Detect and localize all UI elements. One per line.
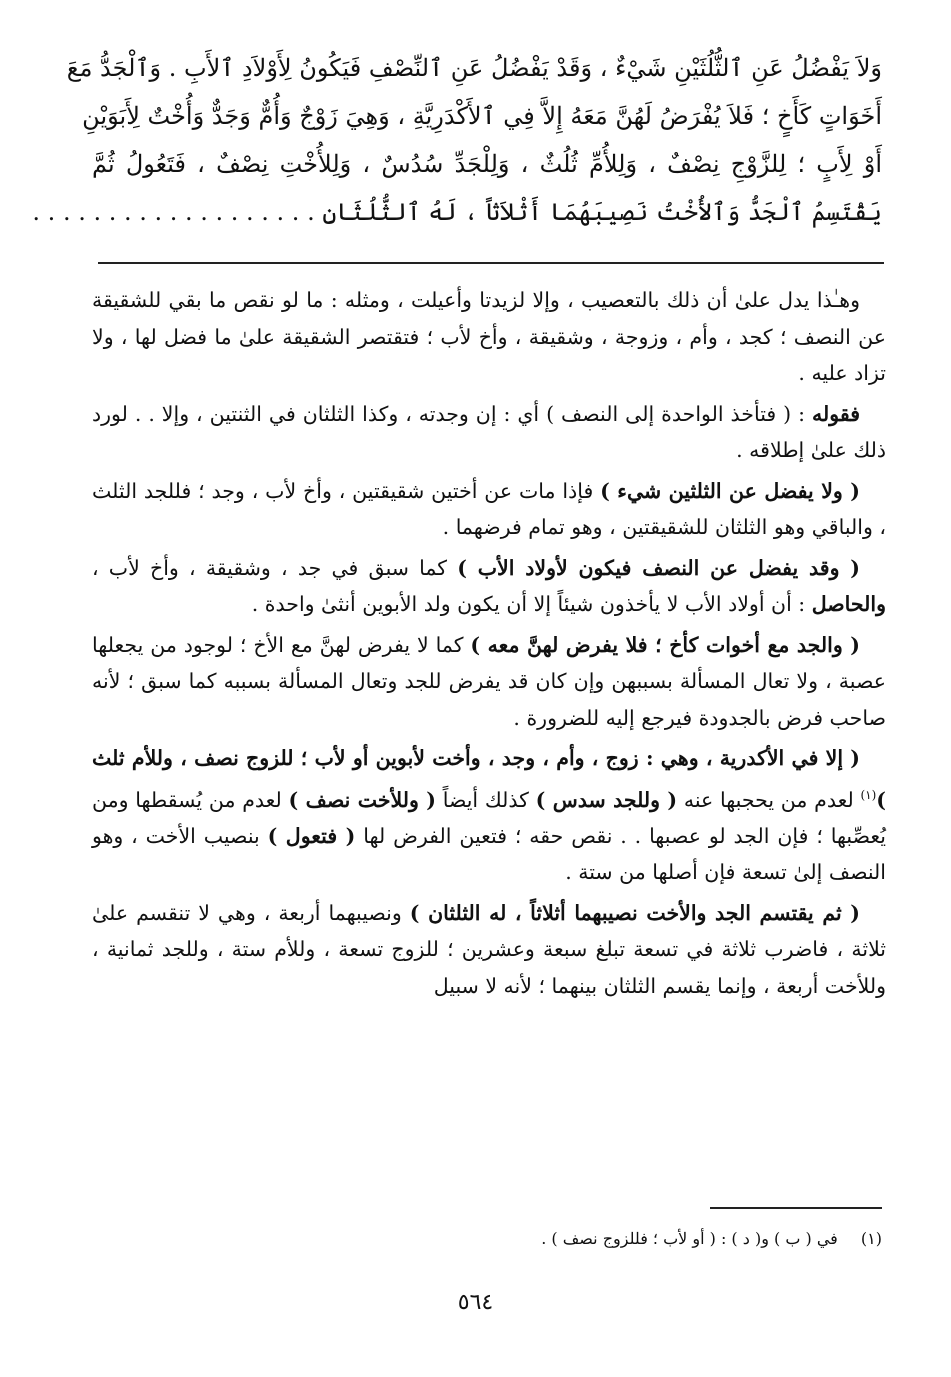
quoted-term: فقوله <box>812 401 860 426</box>
commentary-paragraph <box>92 740 886 891</box>
matn-trailing-dots: . . . . . . . . . . . . . . . . . . . <box>32 198 315 226</box>
commentary-paragraph <box>92 550 886 623</box>
quoted-term: ( وقد يفضل عن النصف فيكون لأولاد الأب ) <box>457 555 860 580</box>
quoted-term: ( ولا يفضل عن الثلثين شيء ) <box>600 478 860 503</box>
footnote-number: (١) <box>860 1229 882 1248</box>
paragraph-text: كذلك أيضاً <box>435 787 536 812</box>
commentary-paragraph <box>92 396 886 469</box>
quoted-term: ( فتعول ) <box>267 823 356 848</box>
paragraph-text: كما لا يفرض لهنَّ مع الأخ ؛ لوجود من يجعلها عصبة ، ولا تعال المسألة بسببهن وإن كان قد يفرض للجد وتعال المسألة بسببه كما سبق ؛ لأنه صاحب فرض بالجدودة فيرجع إليه للضرورة . <box>92 632 886 730</box>
quoted-term: ( إلا في الأكدرية ، وهي : زوج ، وأم ، وجد ، وأخت لأبوين أو لأب ؛ للزوج نصف ، وللأم ثلث ) <box>92 746 886 812</box>
commentary-paragraph <box>92 282 886 392</box>
paragraph-text: : أن أولاد الأب لا يأخذون شيئاً إلا أن يكون ولد الأبوين أنثىٰ واحدة . <box>251 592 812 616</box>
quoted-term: ( وللجد سدس ) <box>535 787 678 812</box>
footnote-separator-rule <box>710 1207 882 1209</box>
matn-line: أَخَوَاتٍ كَأَخٍ ؛ فَلاَ يُفْرَضُ لَهُنَّ مَعَهُ إِلاَّ فِي ٱلأَكْدَرِيَّةِ ، وَهِيَ زَوْجٌ وَأُمٌّ وَجَدٌّ وَأُخْتٌ لِأَبَوَيْنِ <box>82 102 882 130</box>
quoted-term: والحاصل <box>811 592 886 616</box>
matn-line: وَلاَ يَفْضُلُ عَنِ ٱلثُّلُثَيْنِ شَيْءٌ ، وَقَدْ يَفْضُلُ عَنِ ٱلنِّصْفِ فَيَكُونُ لِأَوْلاَدِ ٱلأَبِ . وَٱلْجَدُّ مَعَ <box>66 54 882 82</box>
page-number: ٥٦٤ <box>457 1290 494 1315</box>
commentary-paragraph <box>92 473 886 546</box>
paragraph-text: فإذا مات عن أختين شقيقتين ، وأخ لأب ، وجد ؛ فللجد الثلث ، والباقي وهو الثلثان للشقيقتين ، وهو تمام فرضهما . <box>92 478 886 539</box>
quoted-term: ( وللأخت نصف ) <box>288 787 436 812</box>
quoted-term: ( والجد مع أخوات كأخ ؛ فلا يفرض لهنَّ معه ) <box>470 632 860 657</box>
matn-line-text: يَقْتَسِمُ ٱلْجَدُّ وَٱلأُخْتُ نَصِيبَهُمَا أَثْلاَثاً ، لَهُ ٱلثُّلُثَانِ <box>322 198 882 226</box>
matn-separator-rule <box>98 262 884 264</box>
paragraph-text: : ( فتأخذ الواحدة إلى النصف ) أي : إن وجدته ، وكذا الثلثان في الثنتين ، وإلا . . لورد ذلك علىٰ إطلاقه . <box>92 401 886 462</box>
paragraph-text: لعدم من يحجبها عنه <box>677 787 861 812</box>
commentary-paragraph <box>92 895 886 1005</box>
matn-line: أَوْ لِأَبٍ ؛ لِلزَّوْجِ نِصْفٌ ، وَلِلأُمِّ ثُلُثٌ ، وَلِلْجَدِّ سُدُسٌ ، وَلِلأُخْتِ نِصْفٌ ، فَتَعُولُ ثُمَّ <box>92 150 882 178</box>
matn-line-last <box>32 188 882 236</box>
footnote-text: في ( ب ) و( د ) : ( أو لأب ؛ فللزوج نصف ) . <box>541 1229 838 1248</box>
paragraph-text: وهـٰذا يدل علىٰ أن ذلك بالتعصيب ، وإلا لزيدتا وأعيلت ، ومثله : ما لو نقص ما بقي للشقيقة عن النصف ؛ كجد ، وأم ، وزوجة ، وشقيقة ، وأخ لأب ؛ فتقتصر الشقيقة علىٰ ما فضل لها ، ولا تزاد عليه . <box>92 288 886 385</box>
paragraph-text: لعدم من يُسقطها ومن يُعصِّبها ؛ فإن الجد لو عصبها . . نقص حقه ؛ فتعين الفرض لها <box>92 787 886 848</box>
paragraph-text: بنصيب الأخت ، وهو النصف إلىٰ تسعة فإن أصلها من ستة . <box>92 823 886 885</box>
commentary-paragraph <box>92 627 886 737</box>
quoted-term: ( ثم يقتسم الجد والأخت نصيبهما أثلاثاً ، له الثلثان ) <box>409 900 861 925</box>
commentary-block <box>92 282 886 1004</box>
matn-verse-block <box>32 44 882 236</box>
paragraph-text: كما سبق في جد ، وشقيقة ، وأخ لأب ، <box>92 555 458 580</box>
paragraph-text: ونصيبهما أربعة ، وهي لا تنقسم علىٰ ثلاثة ، فاضرب ثلاثة في تسعة تبلغ سبعة وعشرين ؛ للزوج تسعة ، وللأم ستة ، وللجد ثمانية ، وللأخت أربعة ، وإنما يقسم الثلثان بينهما ؛ لأنه لا سبيل <box>92 900 886 998</box>
footnote-reference[interactable]: (١) <box>860 787 877 802</box>
footnote <box>92 1226 882 1252</box>
